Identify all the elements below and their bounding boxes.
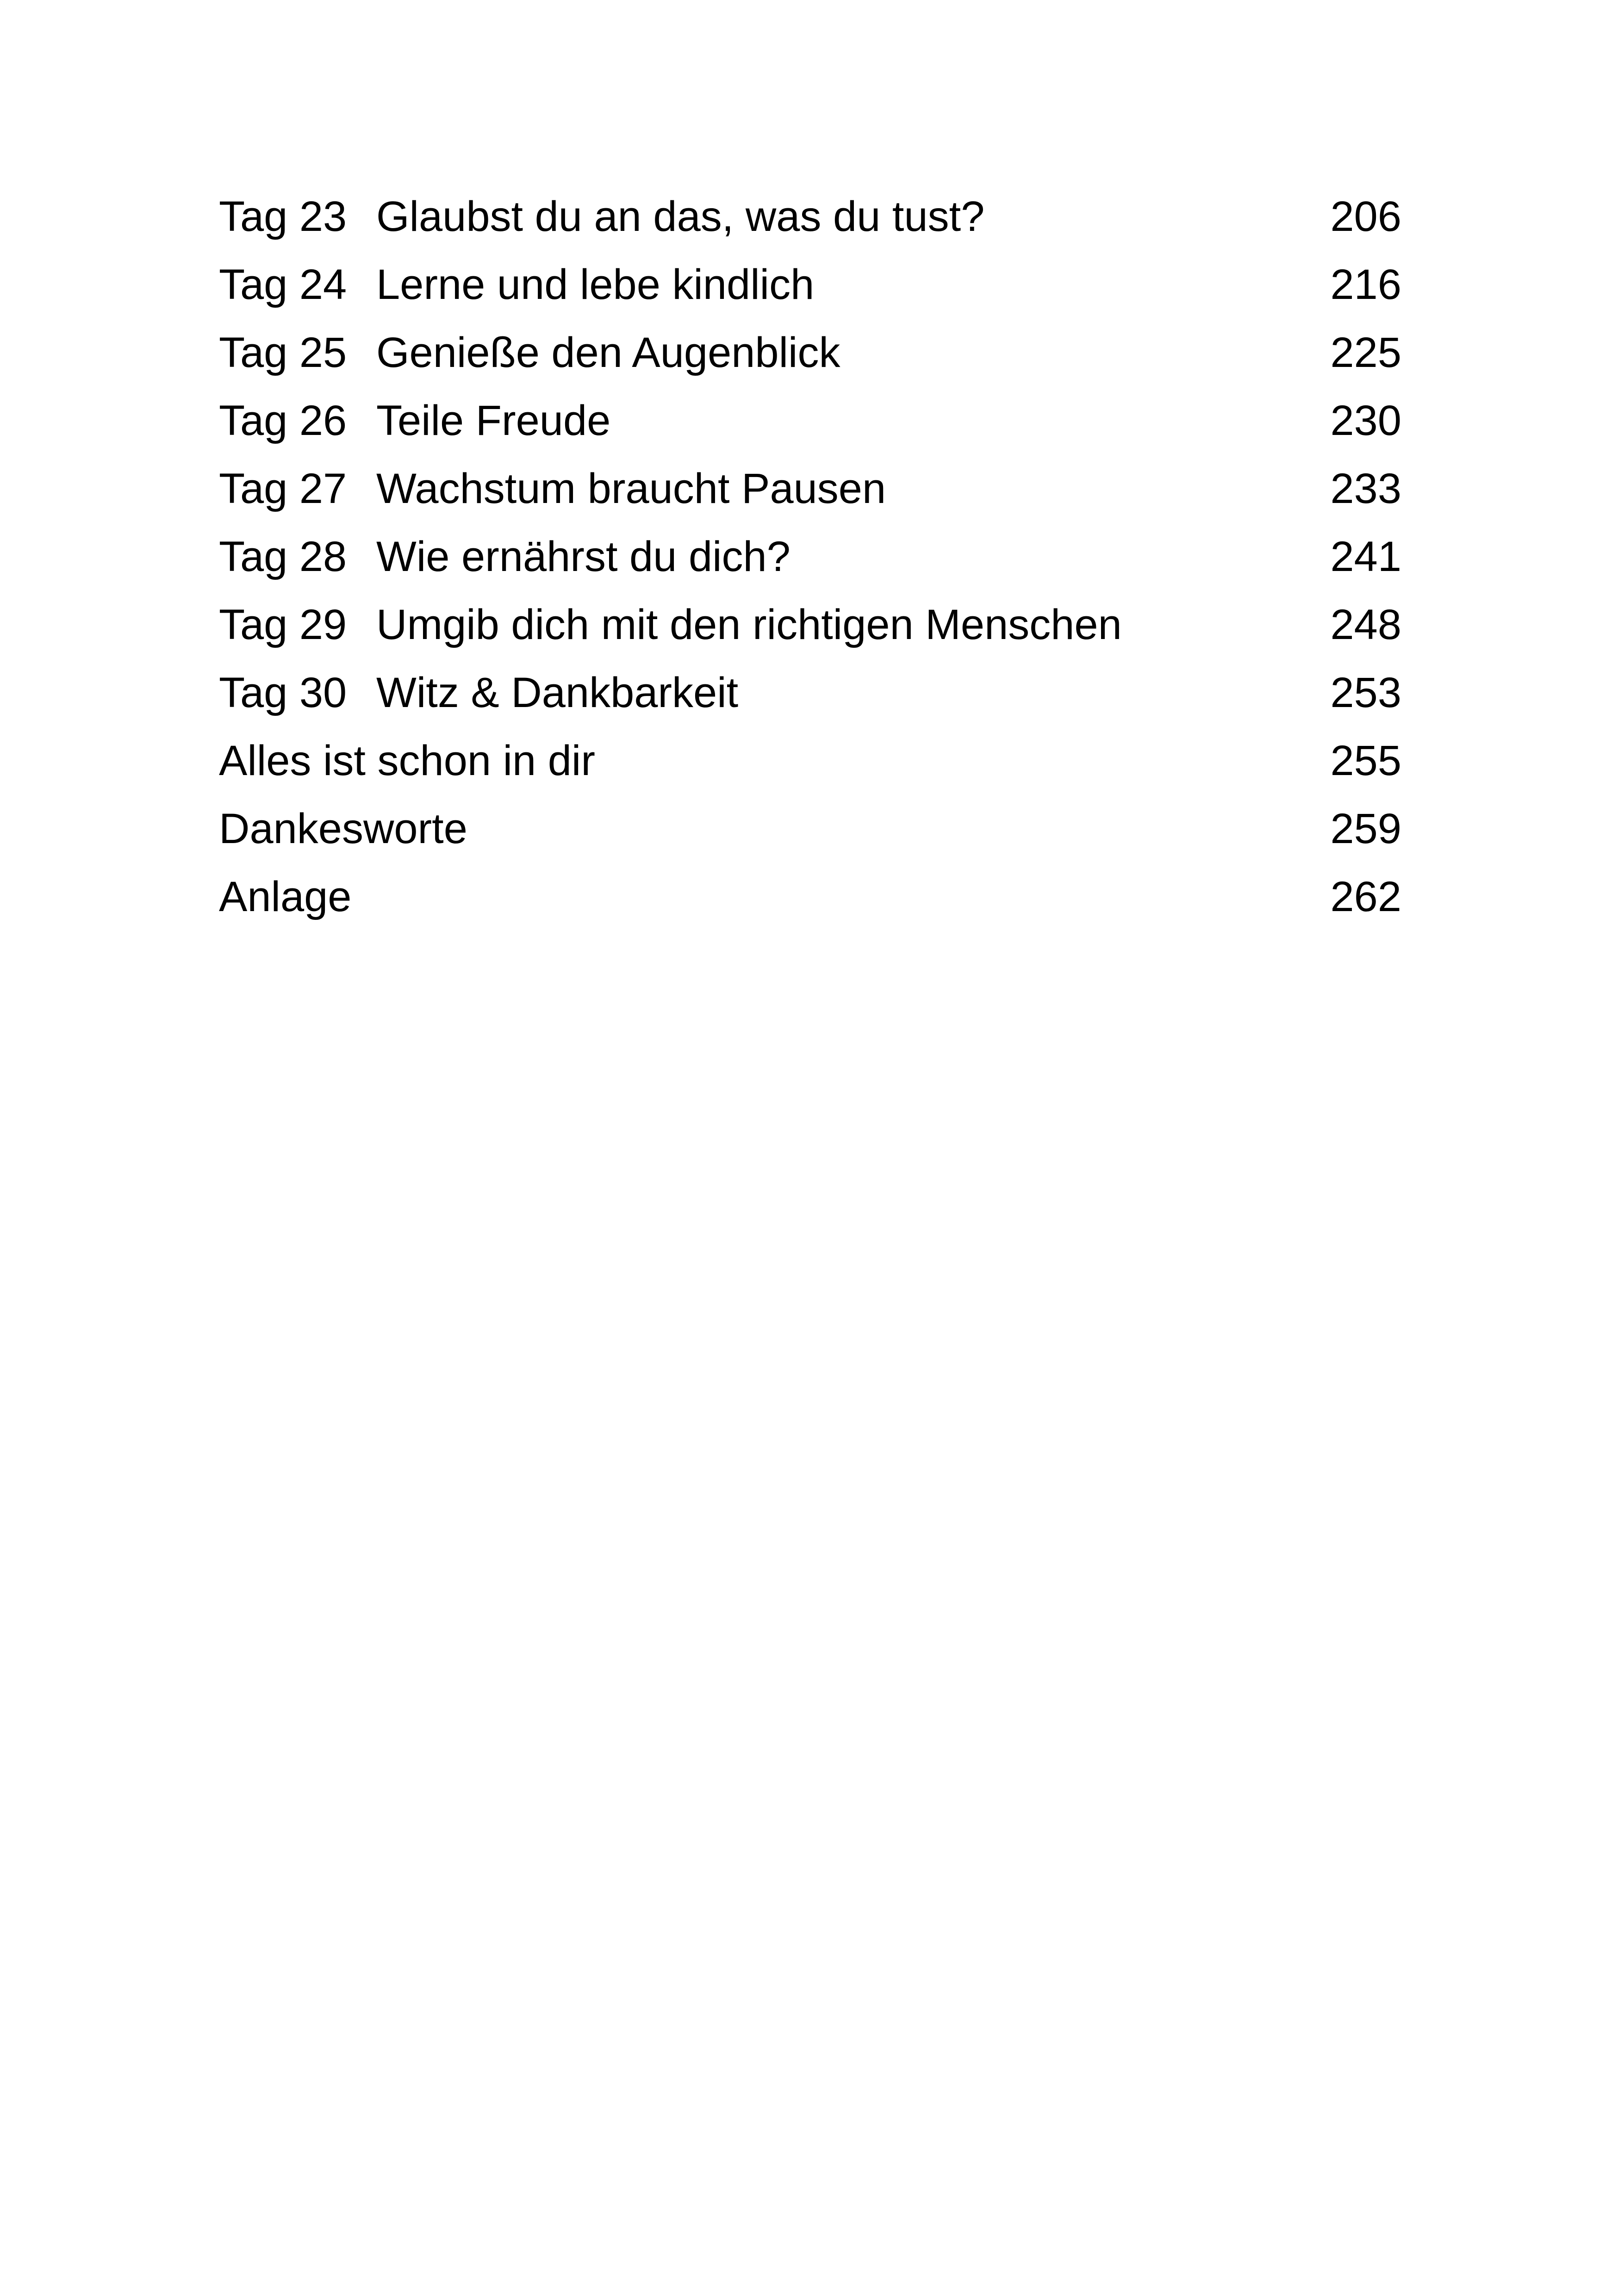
toc-page-number: 241	[1330, 533, 1401, 580]
toc-entry-title: Dankesworte	[219, 805, 467, 852]
toc-entry-tag-23	[219, 183, 1401, 251]
toc-page-number: 230	[1330, 397, 1401, 444]
toc-page-number: 248	[1330, 601, 1401, 648]
toc-page-number: 262	[1330, 873, 1401, 920]
toc-page-number: 225	[1330, 329, 1401, 376]
toc-page-number: 233	[1330, 465, 1401, 512]
toc-entry-title: Lerne und lebe kindlich	[376, 261, 815, 308]
toc-entry-dankesworte	[219, 795, 1401, 863]
toc-day-label: Tag 29	[219, 601, 347, 648]
toc-day-label: Tag 27	[219, 465, 347, 512]
toc-entry-title: Alles ist schon in dir	[219, 737, 595, 784]
toc-page-number: 206	[1330, 193, 1401, 240]
toc-day-label: Tag 30	[219, 669, 347, 716]
table-of-contents	[219, 183, 1401, 931]
toc-day-label: Tag 28	[219, 533, 347, 580]
toc-page-number: 216	[1330, 261, 1401, 308]
toc-day-label: Tag 24	[219, 261, 347, 308]
toc-entry-tag-28	[219, 523, 1401, 591]
toc-day-label: Tag 25	[219, 329, 347, 376]
toc-entry-tag-24	[219, 251, 1401, 319]
toc-entry-title: Glaubst du an das, was du tust?	[376, 193, 985, 240]
toc-entry-title: Genieße den Augenblick	[376, 329, 840, 376]
toc-page-number: 253	[1330, 669, 1401, 716]
toc-entry-title: Wie ernährst du dich?	[376, 533, 790, 580]
toc-page-number: 255	[1330, 737, 1401, 784]
toc-entry-tag-25	[219, 319, 1401, 387]
toc-entry-title: Wachstum braucht Pausen	[376, 465, 886, 512]
toc-day-label: Tag 23	[219, 193, 347, 240]
toc-day-label: Tag 26	[219, 397, 347, 444]
toc-entry-title: Umgib dich mit den richtigen Menschen	[376, 601, 1122, 648]
toc-page-number: 259	[1330, 805, 1401, 852]
toc-entry-tag-30	[219, 659, 1401, 727]
toc-entry-title: Anlage	[219, 873, 352, 920]
toc-entry-title: Witz & Dankbarkeit	[376, 669, 739, 716]
toc-entry-alles-ist-schon-in-dir	[219, 727, 1401, 795]
toc-entry-title: Teile Freude	[376, 397, 611, 444]
toc-entry-anlage	[219, 863, 1401, 931]
toc-entry-tag-26	[219, 387, 1401, 455]
toc-entry-tag-27	[219, 455, 1401, 523]
toc-entry-tag-29	[219, 591, 1401, 659]
